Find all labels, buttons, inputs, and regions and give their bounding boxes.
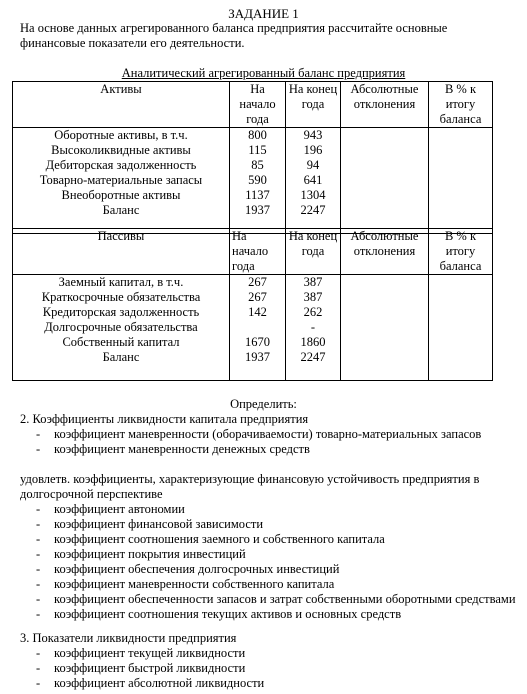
dash-bullet: -	[36, 502, 41, 516]
liabilities-body-row	[13, 275, 493, 381]
asset-start: 590	[248, 173, 267, 187]
liabilities-end-cell	[286, 275, 341, 381]
liability-name: Баланс	[102, 350, 140, 364]
section-2-title: 2. Коэффициенты ликвидности капитала предприятия	[20, 412, 309, 426]
liabilities-header-end: На конец года	[286, 229, 341, 275]
task-line-2: финансовые показатели его деятельности.	[20, 36, 245, 50]
asset-end: 196	[303, 143, 323, 157]
list-item: - коэффициент соотношения заемного и собственного капитала	[36, 532, 385, 546]
list-item: - коэффициент маневренности собственного капитала	[36, 577, 335, 591]
list-item: - коэффициент автономии	[36, 502, 185, 516]
asset-start: 85	[251, 158, 264, 172]
asset-end: 2247	[300, 203, 326, 217]
section-2	[20, 412, 481, 457]
assets-header-row	[13, 82, 493, 128]
asset-name: Товарно-материальные запасы	[39, 173, 203, 187]
dash-bullet: -	[36, 577, 41, 591]
liability-start: 1670	[245, 335, 270, 349]
assets-header-name: Активы	[13, 82, 230, 128]
section-3-list	[20, 646, 264, 691]
liability-name: Кредиторская задолженность	[42, 305, 200, 319]
task-description	[20, 21, 520, 51]
liabilities-header-deviation: Абсолютные отклонения	[341, 229, 429, 275]
dash-bullet: -	[36, 517, 41, 531]
assets-header-deviation: Абсолютные отклонения	[341, 82, 429, 128]
list-item: - коэффициент маневренности (оборачиваемости) товарно-материальных запасов	[36, 427, 482, 441]
list-item: - коэффициент быстрой ликвидности	[36, 661, 246, 675]
dash-bullet: -	[36, 547, 41, 561]
asset-end: 641	[303, 173, 323, 187]
dash-bullet: -	[36, 442, 41, 456]
liability-start: 267	[248, 275, 267, 289]
asset-name: Высоколиквидные активы	[51, 143, 191, 157]
assets-deviation-cell	[341, 128, 429, 234]
assets-header-percent: В % к итогу баланса	[429, 82, 493, 128]
liability-end: 262	[303, 305, 323, 319]
liabilities-start-cell	[230, 275, 286, 381]
dash-bullet: -	[36, 646, 41, 660]
list-item: - коэффициент финансовой зависимости	[36, 517, 264, 531]
liabilities-names-cell	[13, 275, 230, 381]
liabilities-deviation-cell	[341, 275, 429, 381]
task-title: ЗАДАНИЕ 1	[228, 6, 299, 21]
assets-end-cell	[286, 128, 341, 234]
dash-bullet: -	[36, 562, 41, 576]
section-3-title: 3. Показатели ликвидности предприятия	[20, 631, 237, 645]
list-item: - коэффициент соотношения текущих активов и основных средств	[36, 607, 402, 621]
liability-name: Заемный капитал, в т.ч.	[58, 275, 184, 289]
liability-start: 1937	[245, 350, 270, 364]
asset-start: 1137	[245, 188, 270, 202]
asset-name: Внеоборотные активы	[61, 188, 181, 202]
dash-bullet: -	[36, 532, 41, 546]
liability-end: 387	[303, 275, 323, 289]
asset-start: 115	[248, 143, 267, 157]
liability-end: -	[310, 320, 316, 334]
assets-table	[12, 81, 493, 234]
stability-line-1: удовлетв. коэффициенты, характеризующие финансовую устойчивость предприятия в	[20, 472, 480, 486]
liability-name: Собственный капитал	[62, 335, 180, 349]
assets-body-row	[13, 128, 493, 234]
asset-start: 800	[248, 128, 267, 142]
asset-name: Баланс	[102, 203, 140, 217]
asset-name: Дебиторская задолженность	[45, 158, 197, 172]
liability-start	[232, 320, 283, 335]
dash-bullet: -	[36, 427, 41, 441]
liability-end: 387	[303, 290, 323, 304]
asset-end: 94	[306, 158, 320, 172]
asset-start: 1937	[245, 203, 270, 217]
liabilities-percent-cell	[429, 275, 493, 381]
asset-end: 1304	[300, 188, 326, 202]
assets-start-cell	[230, 128, 286, 234]
list-item: - коэффициент обеспеченности запасов и затрат собственными оборотными средствами	[36, 592, 516, 606]
dash-bullet: -	[36, 592, 41, 606]
list-item: - коэффициент маневренности денежных средств	[36, 442, 310, 456]
assets-percent-cell	[429, 128, 493, 234]
task-line-1: На основе данных агрегированного баланса предприятия рассчитайте основные	[20, 21, 448, 35]
liabilities-header-row	[13, 229, 493, 275]
liability-start: 142	[248, 305, 267, 319]
liability-start: 267	[248, 290, 267, 304]
dash-bullet: -	[36, 661, 41, 675]
section-3	[20, 631, 264, 691]
stability-line-2: долгосрочной перспективе	[20, 487, 163, 501]
liability-end: 1860	[300, 335, 326, 349]
dash-bullet: -	[36, 676, 41, 690]
stability-list	[20, 502, 516, 622]
section-2-list	[20, 427, 481, 457]
list-item: - коэффициент абсолютной ликвидности	[36, 676, 265, 690]
liabilities-header-start: На начало года	[230, 229, 286, 275]
liabilities-header-name: Пассивы	[13, 229, 230, 275]
liability-name: Краткосрочные обязательства	[41, 290, 201, 304]
determine-title: Определить:	[230, 397, 297, 411]
liabilities-header-percent: В % к итогу баланса	[429, 229, 493, 275]
assets-header-end: На конец года	[286, 82, 341, 128]
assets-names-cell	[13, 128, 230, 234]
list-item: - коэффициент текущей ликвидности	[36, 646, 246, 660]
asset-end: 943	[303, 128, 323, 142]
assets-header-start: На начало года	[230, 82, 286, 128]
liability-name: Долгосрочные обязательства	[44, 320, 198, 334]
list-item: - коэффициент покрытия инвестиций	[36, 547, 246, 561]
liability-end: 2247	[300, 350, 326, 364]
list-item: - коэффициент обеспечения долгосрочных инвестиций	[36, 562, 340, 576]
stability-section	[20, 472, 516, 622]
balance-caption: Аналитический агрегированный баланс предприятия	[121, 66, 406, 80]
dash-bullet: -	[36, 607, 41, 621]
liabilities-table	[12, 228, 493, 381]
asset-name: Оборотные активы, в т.ч.	[54, 128, 188, 142]
